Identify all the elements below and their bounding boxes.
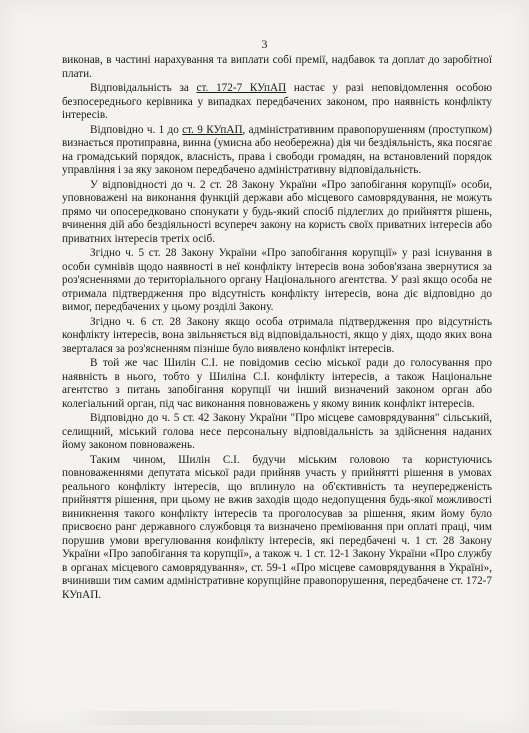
paragraph-text: Згідно ч. 6 ст. 28 Закону якщо особа отримала підтвердження про відсутність конфлікту інтересів, вона звільняється від відповідальності, якщо у діях, щодо яких вона зверталася за роз'ясненням пізніше було виявлено конфлікт інтересів. bbox=[62, 315, 492, 355]
paragraph-text: В той же час Шилін С.І. не повідомив сесію міської ради до голосування про наявність в нього, тобто у Шиліна С.І. конфлікту інтересів, а також Національне агентство з питань запобігання корупції чи інший визначений законом орган або колегіальний орган, під час виконання повноважень у якому виник конфлікт інтересів. bbox=[62, 357, 492, 410]
paragraph bbox=[62, 247, 492, 315]
paragraph-text: Відповідальність за bbox=[90, 82, 197, 94]
paragraph bbox=[62, 357, 492, 411]
scan-artifact bbox=[60, 711, 480, 725]
paragraph-text: виконав, в частині нарахування та виплати собі премії, надбавок та доплат до заробітної плати. bbox=[62, 54, 492, 80]
paragraph bbox=[62, 82, 492, 123]
paragraph-text: У відповідності до ч. 2 ст. 28 Закону України «Про запобігання корупції» особи, уповноважені на виконання функцій держави або місцевого самоврядування, не можуть прямо чи опосередковано спонукати у будь-який спосіб підлеглих до прийняття рішень, вчинення дій або бездіяльності всупереч закону на користь своїх приватних інтересів або приватних інтересів третіх осіб. bbox=[62, 178, 492, 245]
law-reference-link[interactable]: ст. 9 КУпАП bbox=[182, 123, 243, 136]
paragraph bbox=[62, 412, 492, 453]
page-number: 3 bbox=[261, 37, 268, 51]
paragraph-text: Відповідно ч. 1 до bbox=[90, 123, 183, 136]
document-body bbox=[62, 54, 492, 603]
paragraph bbox=[62, 316, 492, 357]
paragraph-text: Таким чином, Шилін С.І. будучи міським головою та користуючись повноваженнями депутата міської ради прийняв участь у прийнятті рішення в умовах реального конфлікту інтересів, що вплинуло на об'єктивність та неупередженість прийняття рішення, при цьому не вжив заходів щодо недопущення будь-якої можливості виникнення такого конфлікту інтересів та проголосував за рішення, яким йому було присвоєно ранг державного службовця та визначено преміювання при оплаті праці, чим порушив умови врегулювання конфлікту інтересів, які передбачені ч. 1 ст. 28 Закону України «Про запобігання та корупції», а також ч. 1 ст. 12-1 Закону України «Про службу в органах місцевого самоврядування», ст. 59-1 «Про місцеве самоврядування в Україні», вчинивши тим самим адміністративне корупційне правопорушення, передбачене ст. 172-7 КУпАП. bbox=[62, 453, 492, 601]
paragraph-text: , адміністративним правопорушенням (проступком) визнається протиправна, винна (умисна або необережна) дія чи бездіяльність, яка посягає на громадський порядок, власність, права і свободи громадян, на встановлений порядок управління і за яку законом передбачено адміністративну відповідальність. bbox=[62, 123, 492, 176]
paragraph bbox=[62, 454, 492, 603]
paragraph-text: настає у разі неповідомлення особою безпосереднього керівника у випадках передбачених законом, про наявність конфлікту інтересів. bbox=[62, 82, 492, 121]
paragraph bbox=[62, 54, 492, 81]
law-reference-link[interactable]: ст. 172-7 КУпАП bbox=[196, 82, 287, 94]
paragraph bbox=[62, 124, 492, 178]
paragraph bbox=[62, 179, 492, 247]
paragraph-text: Згідно ч. 5 ст. 28 Закону України «Про запобігання корупції» у разі існування в особи сумнівів щодо наявності в неї конфлікту інтересів вона зобов'язана звернутися за роз'ясненнями до територіального органу Національного агентства. У разі якщо особа не отримала підтвердження про відсутність конфлікту інтересів, вона діє відповідно до вимог, передбачених у цьому розділі Закону. bbox=[62, 247, 492, 313]
paragraph-text: Відповідно до ч. 5 ст. 42 Закону України "Про місцеве самоврядування" сільський, селищний, міський голова несе персональну відповідальність за здійснення наданих йому законом повноважень. bbox=[62, 412, 492, 451]
